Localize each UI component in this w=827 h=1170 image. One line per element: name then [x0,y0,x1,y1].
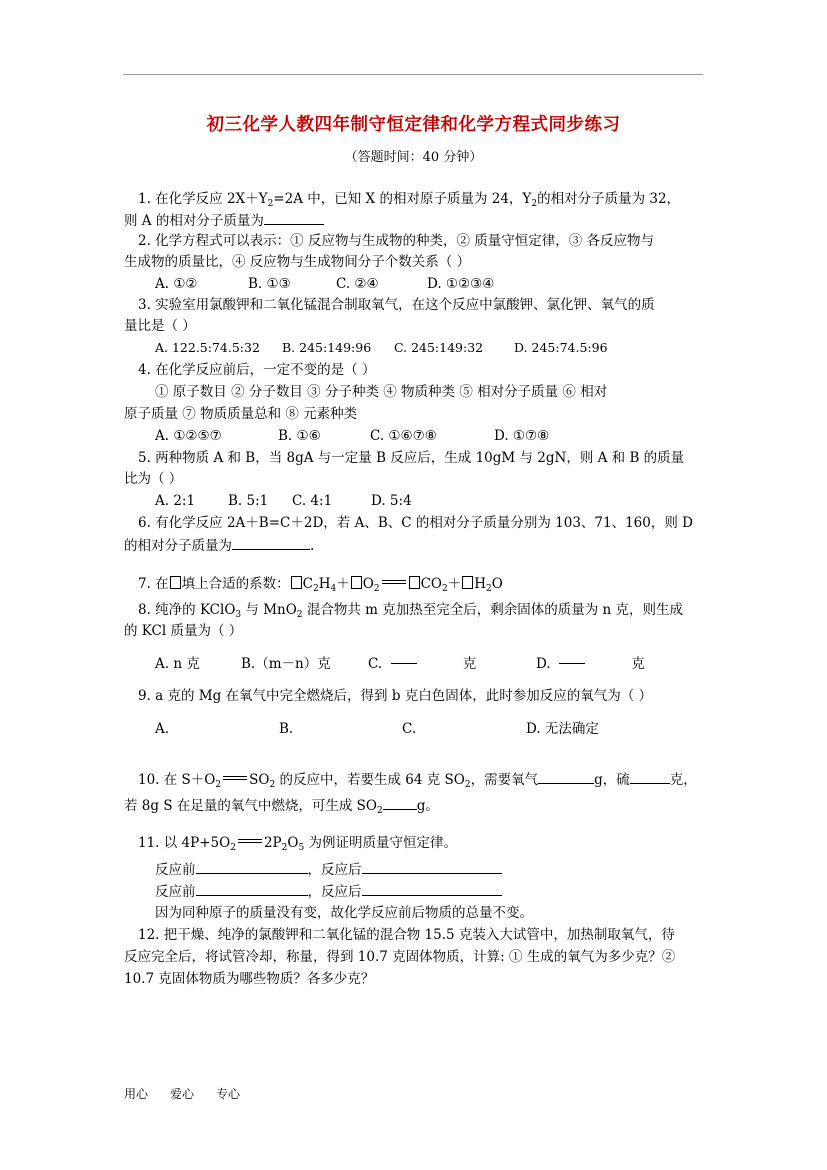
q8-line1: 8. 纯净的 KClO$_3$ 与 MnO$_2$ 混合物共 m 克加热至完全后，剩余固体的质量为 n 克，则生成 [138,602,683,620]
q4-option-a[interactable]: A. ①②⑤⑦ [155,428,222,444]
q1-line1: 1. 在化学反应 $2X+Y_2=2A$ 中，已知 X 的相对原子质量为 24，$Y_2$的相对分子质量为 32， [138,191,681,209]
q4-option-c[interactable]: C. ①⑥⑦⑧ [370,428,437,444]
q3-option-d[interactable]: D. 245:74.5:96 [514,340,608,355]
q5-line1: 5. 两种物质 A 和 B，当 8gA 与一定量 B 反应后，生成 10gM 与 2gN，则 A 和 B 的质量 [138,450,685,466]
q5-option-a[interactable]: A. 2:1 [155,493,196,509]
coefficient-box [170,576,181,589]
coefficient-box-o2[interactable] [351,576,362,589]
q9-option-c[interactable]: C. [402,721,417,737]
q8-option-a[interactable]: A. n 克 [155,656,200,672]
q11-line1: 11. 以 $4P+5O_2$ $2P_2O_5$ 为例证明质量守恒定律。 [138,835,457,853]
q8-option-b[interactable]: B.（m－n）克 [241,656,331,672]
q11-before-after-2: 反应前 ，反应后 [155,882,502,901]
coefficient-box-c2h4[interactable] [291,576,302,589]
q5-option-b[interactable]: B. 5:1 [228,493,269,509]
reaction-arrow [223,776,247,780]
q12-line2: 反应完全后，将试管冷却，称量，得到 10.7 克固体物质，计算: ① 生成的氧气为多少克？② [124,949,676,965]
q4-option-d[interactable]: D. ①⑦⑧ [494,428,550,444]
answer-blank[interactable] [362,882,502,896]
q12-line3: 10.7 克固体物质为哪些物质？各多少克？ [124,971,375,987]
q1-line2: 则 A 的相对分子质量为 [124,211,324,230]
answer-blank-sulfur[interactable] [630,770,670,784]
coefficient-box-h2o[interactable] [462,576,473,589]
q11-conclusion: 因为同种原子的质量没有变，故化学反应前后物质的总量不变。 [155,905,533,921]
reaction-arrow [382,580,406,584]
answer-blank[interactable] [362,860,502,874]
q4-option-b[interactable]: B. ①⑥ [278,428,321,444]
footer-word: 爱心 [170,1087,195,1101]
q8-line2: 的 KCl 质量为（ ） [124,623,243,639]
answer-blank-so2[interactable] [383,796,417,810]
q12-line1: 12. 把干燥、纯净的氯酸钾和二氧化锰的混合物 15.5 克装入大试管中，加热制取氧气，待 [138,927,675,943]
q2-option-a[interactable]: A. ①② [155,276,198,292]
answer-time: （答题时间：40 分钟） [344,150,483,165]
q8-option-c[interactable]: C. 克 [368,656,477,672]
reaction-arrow [238,839,262,843]
q5-line2: 比为（ ） [124,471,183,487]
q2-line2: 生成物的质量比，④ 反应物与生成物间分子个数关系（ ） [124,254,471,270]
q4-line3: 原子质量 ⑦ 物质质量总和 ⑧ 元素种类 [124,406,358,422]
footer-word: 用心 [124,1087,149,1101]
q11-before-after-1: 反应前 ，反应后 [155,860,502,879]
q5-option-d[interactable]: D. 5:4 [371,493,412,509]
q2-line1: 2. 化学方程式可以表示：① 反应物与生成物的种类，② 质量守恒定律，③ 各反应物与 [138,233,655,249]
q2-option-c[interactable]: C. ②④ [336,276,379,292]
answer-blank-oxygen[interactable] [538,770,594,784]
q3-option-b[interactable]: B. 245:149:96 [282,340,372,355]
answer-blank[interactable] [264,211,324,225]
q6-line2: 的相对分子质量为 . [124,538,315,554]
q9-option-a[interactable]: A. [155,721,170,737]
answer-blank[interactable] [196,860,308,874]
fraction-bar [559,663,585,664]
page-title: 初三化学人教四年制守恒定律和化学方程式同步练习 [206,115,621,135]
header-rule [123,74,703,75]
q7-line: 7. 在 填上合适的系数： $C_2H_4+ O_2$ $CO_2+ H_2O$ [138,576,503,594]
q3-option-c[interactable]: C. 245:149:32 [394,340,484,355]
footer-motto [124,1085,262,1102]
q4-line1: 4. 在化学反应前后，一定不变的是（ ） [138,362,376,378]
q4-line2: ① 原子数目 ② 分子数目 ③ 分子种类 ④ 物质种类 ⑤ 相对分子质量 ⑥ 相对 [155,384,608,400]
q6-line1: 6. 有化学反应 2A＋B=C＋2D，若 A、B、C 的相对分子质量分别为 103、71、160，则 D [138,515,693,531]
answer-blank[interactable] [232,536,310,550]
q9-option-b[interactable]: B. [279,721,294,737]
q9-option-d[interactable]: D. 无法确定 [526,721,599,737]
coefficient-box-co2[interactable] [409,576,420,589]
q3-option-a[interactable]: A. 122.5:74.5:32 [155,340,260,355]
q2-option-d[interactable]: D. ①②③④ [427,276,495,292]
q3-line1: 3. 实验室用氯酸钾和二氧化锰混合制取氧气，在这个反应中氯酸钾、氯化钾、氧气的质 [138,297,655,313]
footer-word: 专心 [216,1087,241,1101]
fraction-bar [391,663,417,664]
q2-option-b[interactable]: B. ①③ [248,276,291,292]
q5-option-c[interactable]: C. 4:1 [292,493,333,509]
q10-line2: 若 8g S 在足量的氧气中燃烧，可生成 $SO_2$ g。 [124,798,439,816]
answer-blank[interactable] [196,882,308,896]
q9-line1: 9. a 克的 Mg 在氧气中完全燃烧后，得到 b 克白色固体，此时参加反应的氧气为（ ） [138,688,653,704]
q3-line2: 量比是（ ） [124,318,196,334]
q8-option-d[interactable]: D. 克 [536,656,645,672]
q10-line1: 10. 在 $S+O_2$ $SO_2$ 的反应中，若要生成 64 克 $SO_2$，需要氧气 g，硫 克， [138,772,697,790]
